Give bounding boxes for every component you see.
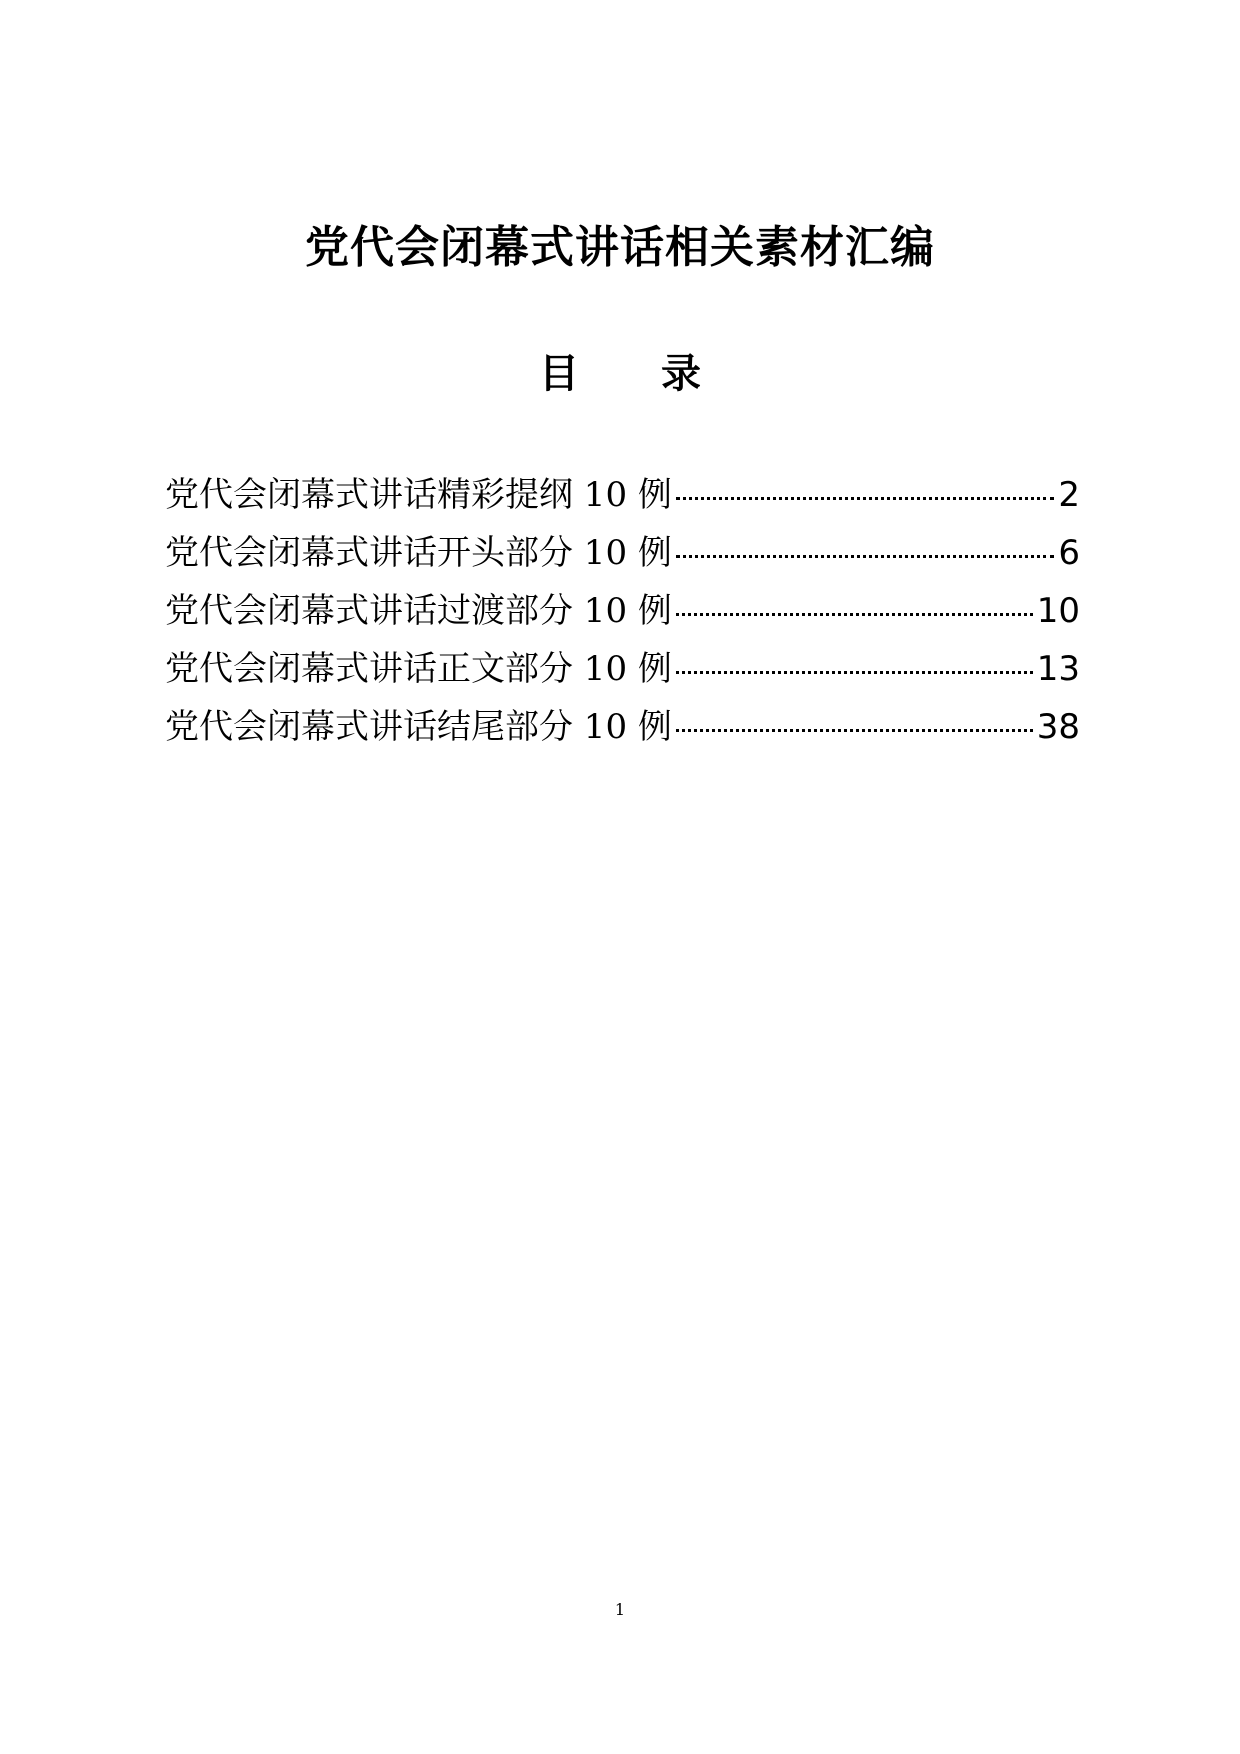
- toc-entry-label: 党代会闭幕式讲话开头部分 10 例: [165, 533, 672, 573]
- table-of-contents: [165, 466, 1080, 756]
- toc-entry[interactable]: [165, 640, 1080, 698]
- toc-entry-page: 38: [1036, 707, 1080, 747]
- document-title: 党代会闭幕式讲话相关素材汇编: [305, 222, 935, 273]
- toc-dot-leader: [676, 729, 1033, 732]
- toc-entry-label: 党代会闭幕式讲话正文部分 10 例: [165, 649, 672, 689]
- toc-dot-leader: [676, 497, 1054, 500]
- toc-entry[interactable]: [165, 466, 1080, 524]
- toc-dot-leader: [676, 671, 1033, 674]
- page-number: 1: [614, 1600, 626, 1619]
- toc-entry[interactable]: [165, 698, 1080, 756]
- toc-entry-page: 13: [1036, 649, 1080, 689]
- toc-entry[interactable]: [165, 524, 1080, 582]
- toc-entry-page: 2: [1058, 475, 1080, 515]
- toc-entry-page: 10: [1036, 591, 1080, 631]
- toc-entry-page: 6: [1058, 533, 1080, 573]
- toc-heading: 目 录: [539, 350, 735, 397]
- toc-dot-leader: [676, 613, 1033, 616]
- toc-entry[interactable]: [165, 582, 1080, 640]
- toc-entry-label: 党代会闭幕式讲话过渡部分 10 例: [165, 591, 672, 631]
- toc-entry-label: 党代会闭幕式讲话精彩提纲 10 例: [165, 475, 672, 515]
- toc-dot-leader: [676, 555, 1054, 558]
- toc-entry-label: 党代会闭幕式讲话结尾部分 10 例: [165, 707, 672, 747]
